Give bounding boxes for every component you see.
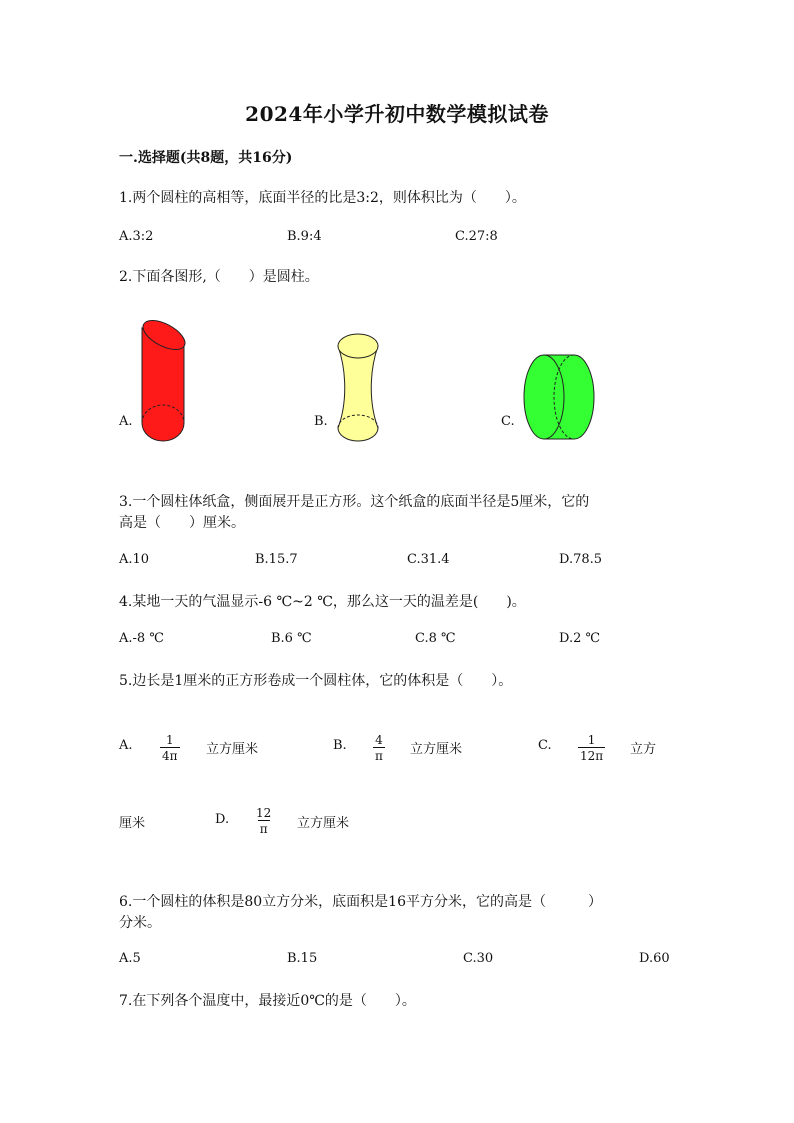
q6-option-b[interactable]: B.15	[287, 951, 318, 966]
question-3-line-2: 高是（ ）厘米。	[119, 515, 245, 531]
q1-option-c[interactable]: C.27:8	[455, 229, 498, 244]
fraction-denominator: π	[259, 822, 268, 836]
q4-option-a[interactable]: A.-8 ℃	[119, 631, 164, 646]
q5-option-b-fraction	[373, 733, 385, 763]
q4-option-c[interactable]: C.8 ℃	[415, 631, 456, 646]
q5-option-d-fraction	[254, 806, 273, 836]
slanted-red-cylinder-icon[interactable]	[140, 320, 192, 445]
fraction-numerator: 12	[256, 806, 272, 820]
q5-option-a-fraction	[160, 733, 180, 763]
question-1-text: 1.两个圆柱的高相等，底面半径的比是3:2，则体积比为（ ）。	[119, 190, 526, 206]
question-5-text: 5.边长是1厘米的正方形卷成一个圆柱体，它的体积是（ ）。	[119, 673, 513, 689]
fraction-numerator: 4	[375, 733, 383, 747]
question-4-text: 4.某地一天的气温显示-6 ℃~2 ℃，那么这一天的温差是( )。	[119, 594, 526, 610]
q1-option-b[interactable]: B.9:4	[287, 229, 322, 244]
q5-option-b-letter[interactable]: B.	[333, 738, 347, 753]
q3-option-b[interactable]: B.15.7	[255, 552, 298, 567]
fraction-denominator: 12π	[580, 749, 604, 763]
q6-option-c[interactable]: C.30	[463, 951, 494, 966]
q3-option-c[interactable]: C.31.4	[407, 552, 450, 567]
q2-option-a[interactable]: A.	[119, 414, 133, 429]
fraction-denominator: 4π	[162, 749, 178, 763]
section-heading: 一.选择题(共8题，共16分)	[119, 150, 293, 166]
q5-option-b-unit: 立方厘米	[410, 742, 463, 757]
q5-option-c-fraction	[578, 733, 605, 763]
waisted-yellow-shape-icon[interactable]	[335, 332, 381, 444]
green-cylinder-on-side-icon[interactable]	[522, 354, 596, 440]
q2-option-c[interactable]: C.	[501, 414, 515, 429]
question-6-line-2: 分米。	[119, 915, 161, 931]
fraction-numerator: 1	[165, 733, 174, 747]
question-6-line-1: 6.一个圆柱的体积是80立方分米，底面积是16平方分米，它的高是（ ）	[119, 894, 602, 910]
q4-option-b[interactable]: B.6 ℃	[271, 631, 312, 646]
question-2-text: 2.下面各图形,（ ）是圆柱。	[119, 269, 319, 285]
q5-option-c-unit-wrap: 厘米	[119, 816, 146, 831]
fraction-denominator: π	[375, 749, 383, 763]
q6-option-a[interactable]: A.5	[119, 951, 141, 966]
q5-option-d-unit: 立方厘米	[297, 816, 350, 831]
fraction-numerator: 1	[587, 733, 596, 747]
q3-option-d[interactable]: D.78.5	[559, 552, 603, 567]
q5-option-d-letter[interactable]: D.	[215, 812, 230, 827]
q1-option-a[interactable]: A.3:2	[119, 229, 154, 244]
q2-option-b[interactable]: B.	[314, 414, 328, 429]
q4-option-d[interactable]: D.2 ℃	[559, 631, 601, 646]
q5-option-c-letter[interactable]: C.	[538, 738, 552, 753]
q6-option-d[interactable]: D.60	[639, 951, 670, 966]
q5-option-a-letter[interactable]: A.	[119, 738, 133, 753]
question-3-line-1: 3.一个圆柱体纸盒，侧面展开是正方形。这个纸盒的底面半径是5厘米，它的	[119, 494, 590, 510]
q5-option-c-unit: 立方	[630, 742, 657, 757]
page-title: 2024年小学升初中数学模拟试卷	[245, 102, 549, 126]
q5-option-a-unit: 立方厘米	[206, 742, 259, 757]
question-7-text: 7.在下列各个温度中，最接近0℃的是（ ）。	[119, 993, 416, 1009]
q3-option-a[interactable]: A.10	[119, 552, 150, 567]
